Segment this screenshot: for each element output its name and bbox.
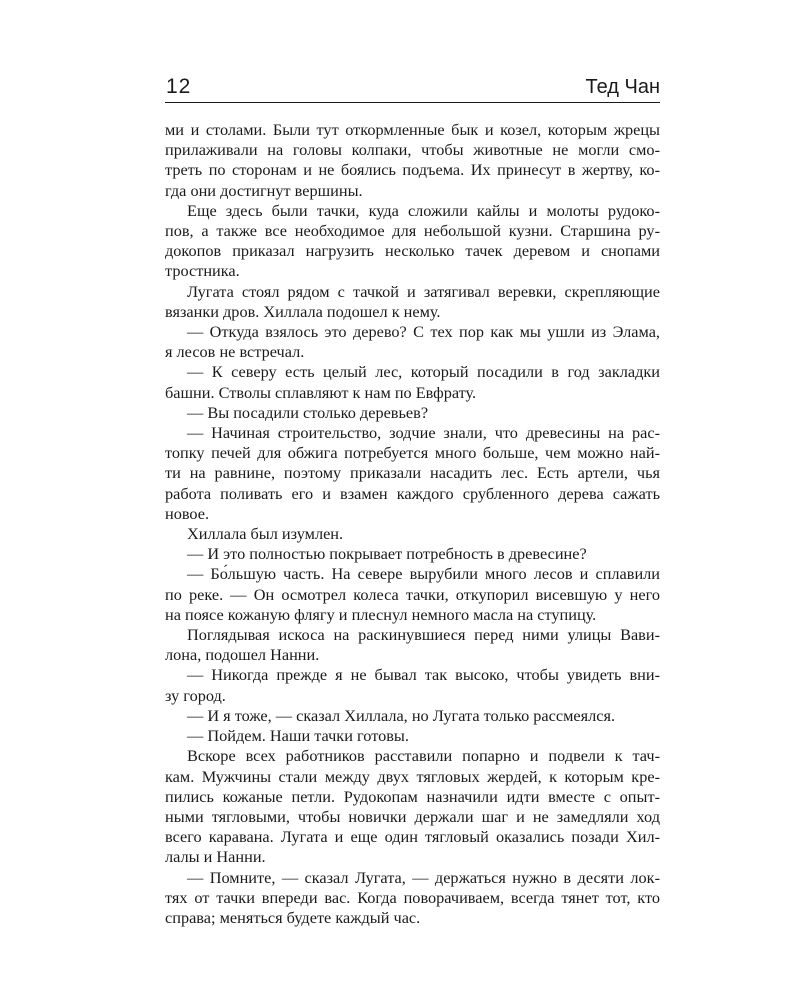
text-line: тях от тачки впереди вас. Когда поворачиваем, всегда тянет тот, кто (165, 887, 660, 907)
text-line: топку печей для обжига потребуется много больше, чем можно най- (165, 443, 660, 463)
text-line: прилаживали на головы колпаки, чтобы животные не могли смо- (165, 140, 660, 160)
text-line: Вскоре всех работников расставили попарно и подвели к тач- (187, 746, 660, 766)
text-line: зу город. (165, 685, 226, 705)
running-title: Тед Чан (585, 76, 660, 98)
text-line: гда они достигнут вершины. (165, 180, 363, 200)
text-line: — Откуда взялось это дерево? С тех пор как мы ушли из Элама, (187, 322, 660, 342)
text-line: кам. Мужчины стали между двух тягловых жердей, к которым кре- (165, 766, 660, 786)
page-header (165, 72, 660, 102)
book-page (165, 72, 660, 927)
text-line: лона, подошел Нанни. (165, 645, 320, 665)
text-line: — Бо́льшую часть. На севере вырубили много лесов и сплавили (187, 564, 660, 584)
text-line: пились кожаные петли. Рудокопам назначили идти вместе с опыт- (165, 786, 660, 806)
text-line: — Помните, — сказал Лугата, — держаться нужно в десяти лок- (187, 867, 660, 887)
text-line: справа; меняться будете каждый час. (165, 907, 421, 927)
text-line: треть по сторонам и не боялись подъема. Их принесут в жертву, ко- (165, 160, 660, 180)
text-line: я лесов не встречал. (165, 342, 305, 362)
text-line: работа поливать его и взамен каждого срубленного дерева сажать (165, 483, 660, 503)
text-line: пов, а также все необходимое для небольшой кузни. Старшина ру- (165, 221, 660, 241)
text-line: — И я тоже, — сказал Хиллала, но Лугата только рассмеялся. (187, 705, 616, 725)
text-line: — И это полностью покрывает потребность в древесине? (187, 544, 587, 564)
page-number: 12 (166, 75, 192, 98)
text-line: на поясе кожаную флягу и плеснул немного масла на ступицу. (165, 604, 597, 624)
text-line: новое. (165, 503, 210, 523)
text-line: ными тягловыми, чтобы новички держали шаг и не замедляли ход (165, 806, 660, 826)
text-line: по реке. — Он осмотрел колеса тачки, откупорил висевшую у него (165, 584, 660, 604)
text-line: ти на равнине, поэтому приказали насадить лес. Есть артели, чья (165, 463, 660, 483)
text-line: — К северу есть целый лес, который посадили в год закладки (187, 362, 660, 382)
text-line: Еще здесь были тачки, куда сложили кайлы и молоты рудоко- (187, 200, 660, 220)
text-line: лалы и Нанни. (165, 847, 266, 867)
text-line: Хиллала был изумлен. (187, 524, 344, 544)
text-line: — Пойдем. Наши тачки готовы. (187, 726, 409, 746)
text-line: всего каравана. Лугата и еще один тягловый оказались позади Хил- (165, 827, 660, 847)
header-rule (165, 102, 660, 103)
text-line: Лугата стоял рядом с тачкой и затягивал веревки, скрепляющие (187, 281, 660, 301)
text-line: вязанки дров. Хиллала подошел к нему. (165, 301, 441, 321)
text-line: Поглядывая искоса на раскинувшиеся перед ними улицы Вави- (187, 625, 660, 645)
text-line: тростника. (165, 261, 240, 281)
text-line: башни. Стволы сплавляют к нам по Евфрату. (165, 382, 477, 402)
text-line: — Никогда прежде я не бывал так высоко, чтобы увидеть вни- (187, 665, 660, 685)
text-line: ми и столами. Были тут откормленные бык и козел, которым жрецы (165, 120, 660, 139)
text-line: — Вы посадили столько деревьев? (187, 402, 429, 422)
text-line: докопов приказал нагрузить несколько тачек деревом и снопами (165, 241, 660, 261)
body-text (165, 120, 660, 928)
text-line: — Начиная строительство, зодчие знали, что древесины на рас- (187, 423, 660, 443)
